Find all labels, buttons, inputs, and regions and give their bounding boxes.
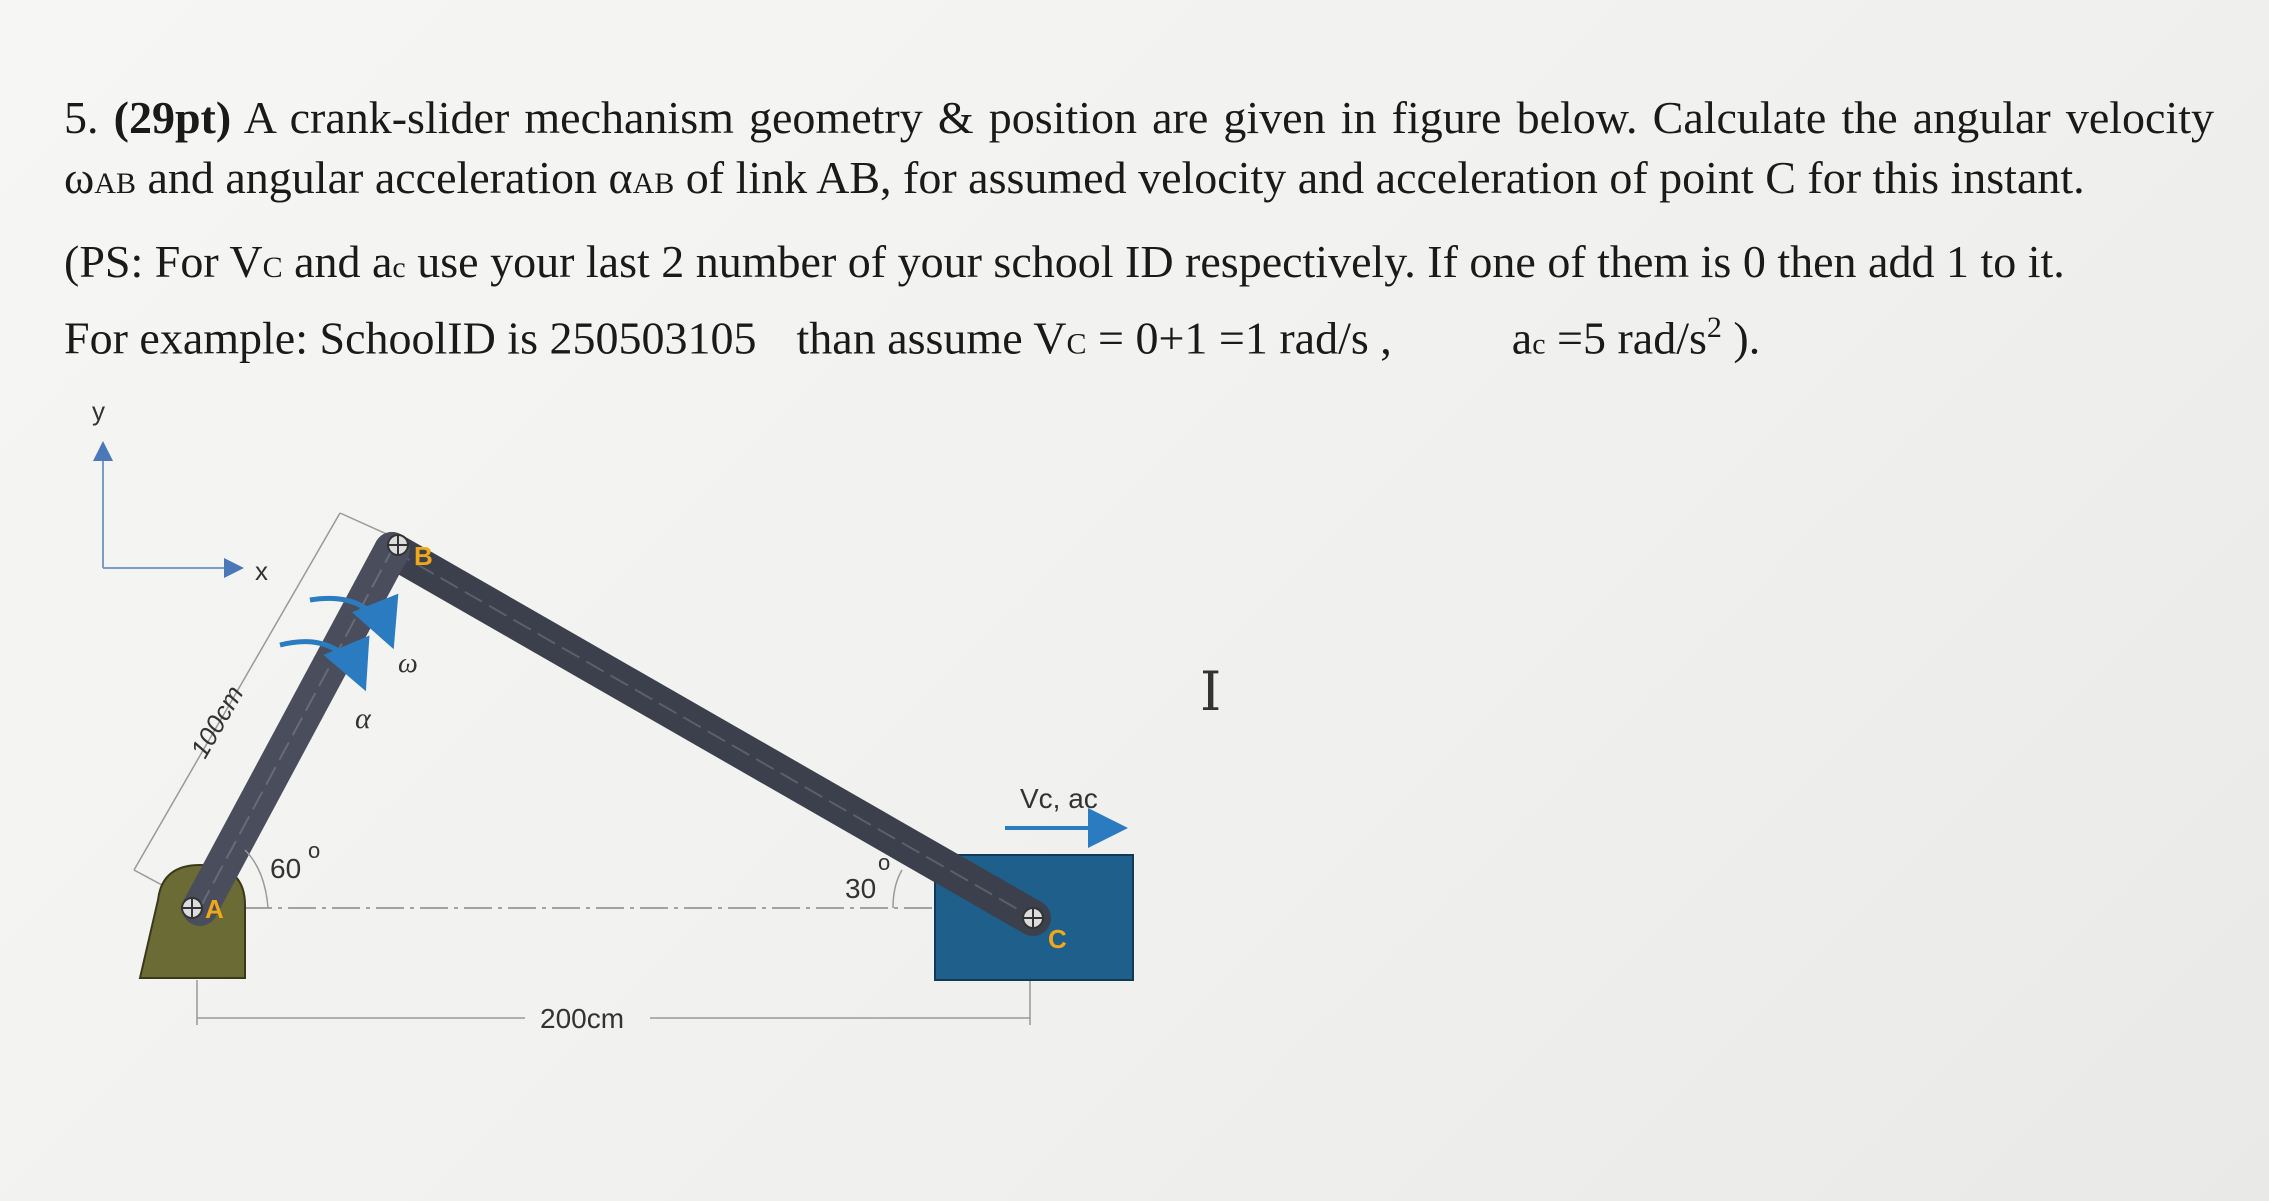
axis-x-label: x (255, 556, 268, 586)
example-vc-subscript: C (1066, 327, 1087, 361)
ps-ac-subscript: c (392, 251, 406, 284)
angle-a-degree: o (308, 838, 321, 863)
example-text-d: a (1511, 312, 1533, 364)
example-text-f: ). (1721, 312, 1761, 364)
point-a-label: A (205, 894, 224, 924)
pin-c (1023, 908, 1043, 928)
example-text-e: =5 rad/s (1545, 312, 1707, 364)
ps-vc-subscript: C (262, 251, 283, 284)
omega-symbol: ω (64, 152, 95, 203)
ps-text-b: and a (282, 236, 393, 287)
omega-label: ω (398, 648, 418, 679)
text-cursor-icon: I (1200, 660, 1222, 723)
problem-number: 5. (64, 92, 99, 143)
example-text-c: = 0+1 =1 rad/s , (1086, 312, 1392, 364)
distance-ac-label: 200cm (540, 1003, 625, 1034)
dimension-ac (197, 930, 1030, 1034)
problem-text-3: of link AB, for assumed velocity and acceleration of point C for this instant. (674, 152, 2085, 203)
example-ac-subscript: c (1532, 327, 1546, 361)
vc-ac-label: Vc, ac (1020, 783, 1098, 814)
angle-a-label: 60 (270, 853, 302, 884)
angle-c-label: 30 (845, 873, 877, 904)
length-ab-label: 100cm (184, 680, 250, 763)
coordinate-axes (92, 396, 268, 586)
omega-subscript: AB (94, 167, 136, 200)
point-b-label: B (414, 541, 433, 571)
ps-text-a: (PS: For V (64, 236, 263, 287)
point-c-label: C (1048, 924, 1067, 954)
pin-b (388, 535, 408, 555)
problem-text-1: A crank-slider mechanism geometry & position are given in figure below. Calculate the angular velocity (243, 92, 2215, 143)
axis-y-label: y (92, 396, 105, 426)
problem-text-2: and angular acceleration (135, 152, 609, 203)
example-superscript: 2 (1706, 311, 1722, 344)
example-text-b: than assume V (796, 312, 1067, 364)
angle-arc-a (245, 850, 268, 908)
ps-text-c: use your last 2 number of your school ID respectively. If one of them is 0 then add 1 to it. (405, 236, 2065, 287)
example-text-a: For example: SchoolID is 250503105 (64, 312, 757, 364)
angle-arc-c (893, 870, 902, 908)
alpha-label: α (355, 702, 371, 735)
problem-points: (29pt) (113, 92, 232, 143)
alpha-subscript: AB (632, 167, 675, 200)
alpha-symbol: α (608, 152, 633, 203)
angle-c-degree: o (878, 850, 891, 875)
pin-a (182, 898, 202, 918)
